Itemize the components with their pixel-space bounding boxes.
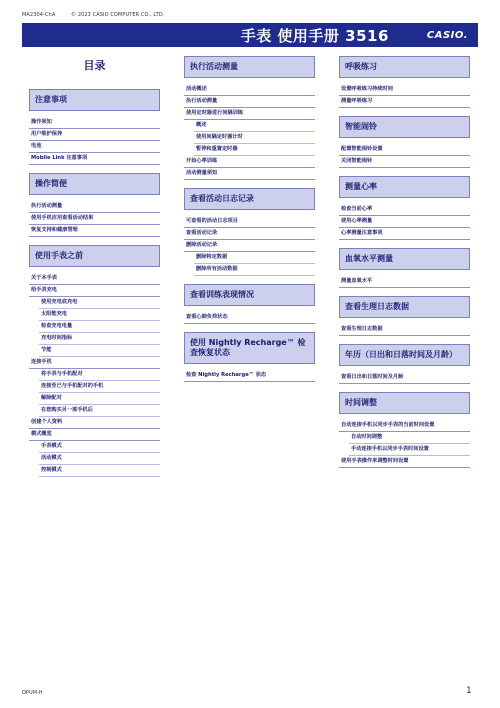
toc-item-link[interactable]: 恢复支持和健康管理 xyxy=(29,225,160,237)
toc-section-heading[interactable]: 注意事项 xyxy=(29,89,160,111)
section-gap xyxy=(184,324,315,332)
section-gap xyxy=(29,165,160,173)
section-gap xyxy=(339,108,470,116)
toc-item-link[interactable]: 使用定时器进行间隔训练 xyxy=(184,108,315,120)
toc-section-heading[interactable]: 查看活动日志记录 xyxy=(184,188,315,210)
toc-section-heading[interactable]: 执行活动测量 xyxy=(184,56,315,78)
copyright: © 2023 CASIO COMPUTER CO., LTD. xyxy=(71,12,165,18)
header-meta xyxy=(22,12,178,18)
toc-subitem-link[interactable]: 活动模式 xyxy=(39,453,160,465)
section-gap xyxy=(339,240,470,248)
toc-item-link[interactable]: 给手表充电 xyxy=(29,285,160,297)
toc-section-heading[interactable]: 测量心率 xyxy=(339,176,470,198)
section-gap xyxy=(184,276,315,284)
toc-section-heading[interactable]: 血氧水平测量 xyxy=(339,248,470,270)
toc-column-2-sections xyxy=(184,56,315,382)
toc-section-heading[interactable]: 年历（日出和日落时间及月龄） xyxy=(339,344,470,366)
title-banner xyxy=(22,23,478,47)
toc-section-heading[interactable]: 呼吸练习 xyxy=(339,56,470,78)
toc-section-heading[interactable]: 时间调整 xyxy=(339,392,470,414)
toc-item-link[interactable]: 检查当前心率 xyxy=(339,204,470,216)
section-gap xyxy=(339,336,470,344)
page-number: 1 xyxy=(466,686,472,696)
toc-item-link[interactable]: 心率测量注意事项 xyxy=(339,228,470,240)
toc-item-link[interactable]: 模式概览 xyxy=(29,429,160,441)
toc-item-link[interactable]: 执行活动测量 xyxy=(29,201,160,213)
toc-subitem-link[interactable]: 控制模式 xyxy=(39,465,160,477)
toc-subitem-link[interactable]: 手表模式 xyxy=(39,441,160,453)
doc-code: MA2304-ChA xyxy=(22,12,56,18)
toc-item-link[interactable]: 设置呼吸练习持续时间 xyxy=(339,84,470,96)
toc-item-link[interactable]: 查看活动记录 xyxy=(184,228,315,240)
toc-item-link[interactable]: 使用手表操作来调整时间设置 xyxy=(339,456,470,468)
toc-item-link[interactable]: 活动概述 xyxy=(184,84,315,96)
toc-item-link[interactable]: 电池 xyxy=(29,141,160,153)
toc-item-link[interactable]: 活动测量须知 xyxy=(184,168,315,180)
toc-item-link[interactable]: 使用手机应用查看活动结果 xyxy=(29,213,160,225)
toc-column-3-sections xyxy=(339,56,470,468)
section-gap xyxy=(29,237,160,245)
toc-section-heading[interactable]: 查看训练表现情况 xyxy=(184,284,315,306)
toc-column-1-sections xyxy=(29,89,160,477)
toc-item-link[interactable]: 关于本手表 xyxy=(29,273,160,285)
section-gap xyxy=(339,288,470,296)
toc-section-heading[interactable]: 操作简便 xyxy=(29,173,160,195)
toc-subitem-link[interactable]: 太阳能充电 xyxy=(39,309,160,321)
toc-subitem-link[interactable]: 删除特定数据 xyxy=(194,252,315,264)
toc-subitem-link[interactable]: 充电时间指标 xyxy=(39,333,160,345)
section-gap xyxy=(339,384,470,392)
toc-subitem-link[interactable]: 解除配对 xyxy=(39,393,160,405)
toc-section-heading[interactable]: 智能闹铃 xyxy=(339,116,470,138)
toc-column-3 xyxy=(339,56,470,468)
toc-subitem-link[interactable]: 使用间隔定时器计时 xyxy=(194,132,315,144)
page-title: 手表 使用手册 3516 xyxy=(240,26,389,45)
toc-column-2 xyxy=(184,56,315,382)
toc-item-link[interactable]: 配置智能闹铃设置 xyxy=(339,144,470,156)
toc-section-heading[interactable]: 使用 Nightly Recharge™ 检查恢复状态 xyxy=(184,332,315,364)
toc-title: 目录 xyxy=(83,59,106,72)
toc-subitem-link[interactable]: 使用充电底充电 xyxy=(39,297,160,309)
toc-item-link[interactable]: 查看日出和日落时间及月龄 xyxy=(339,372,470,384)
section-gap xyxy=(339,168,470,176)
toc-subitem-link[interactable]: 删除所有活动数据 xyxy=(194,264,315,276)
toc-item-link[interactable]: 查看生理日志数据 xyxy=(339,324,470,336)
footer-code: OPUM-H xyxy=(22,690,43,696)
toc-item-link[interactable]: 关闭智能闹铃 xyxy=(339,156,470,168)
toc-item-link[interactable]: 创建个人资料 xyxy=(29,417,160,429)
toc-subitem-link[interactable]: 连接至已与手机配对的手机 xyxy=(39,381,160,393)
toc-item-link[interactable]: 检查 Nightly Recharge™ 状态 xyxy=(184,370,315,382)
toc-item-link[interactable]: 使用心率测量 xyxy=(339,216,470,228)
toc-column-1 xyxy=(29,56,160,477)
toc-subitem-link[interactable]: 自动时间调整 xyxy=(349,432,470,444)
toc-item-link[interactable]: 操作须知 xyxy=(29,117,160,129)
toc-subitem-link[interactable]: 节能 xyxy=(39,345,160,357)
toc-item-link[interactable]: 开始心率训练 xyxy=(184,156,315,168)
toc-subitem-link[interactable]: 将手表与手机配对 xyxy=(39,369,160,381)
toc-item-link[interactable]: 用户维护保养 xyxy=(29,129,160,141)
toc-item-link[interactable]: 自动连接手机以同步手表的当前时间设置 xyxy=(339,420,470,432)
toc-subitem-link[interactable]: 概述 xyxy=(194,120,315,132)
toc-item-link[interactable]: Mobile Link 注意事项 xyxy=(29,153,160,165)
casio-logo: CASIO. xyxy=(426,29,468,41)
toc-item-link[interactable]: 测量呼吸练习 xyxy=(339,96,470,108)
toc-section-heading[interactable]: 使用手表之前 xyxy=(29,245,160,267)
toc-item-link[interactable]: 可查看的活动日志项目 xyxy=(184,216,315,228)
toc-subitem-link[interactable]: 暂停和重置定时器 xyxy=(194,144,315,156)
toc-item-link[interactable]: 测量血氧水平 xyxy=(339,276,470,288)
toc-subitem-link[interactable]: 在您购买另一部手机后 xyxy=(39,405,160,417)
toc-section-heading[interactable]: 查看生理日志数据 xyxy=(339,296,470,318)
toc-item-link[interactable]: 删除活动记录 xyxy=(184,240,315,252)
toc-item-link[interactable]: 执行活动测量 xyxy=(184,96,315,108)
toc-subitem-link[interactable]: 手动连接手机以同步手表时间设置 xyxy=(349,444,470,456)
toc-item-link[interactable]: 连接手机 xyxy=(29,357,160,369)
toc-subitem-link[interactable]: 检查充电电量 xyxy=(39,321,160,333)
toc-item-link[interactable]: 查看心肺负荷状态 xyxy=(184,312,315,324)
section-gap xyxy=(184,180,315,188)
